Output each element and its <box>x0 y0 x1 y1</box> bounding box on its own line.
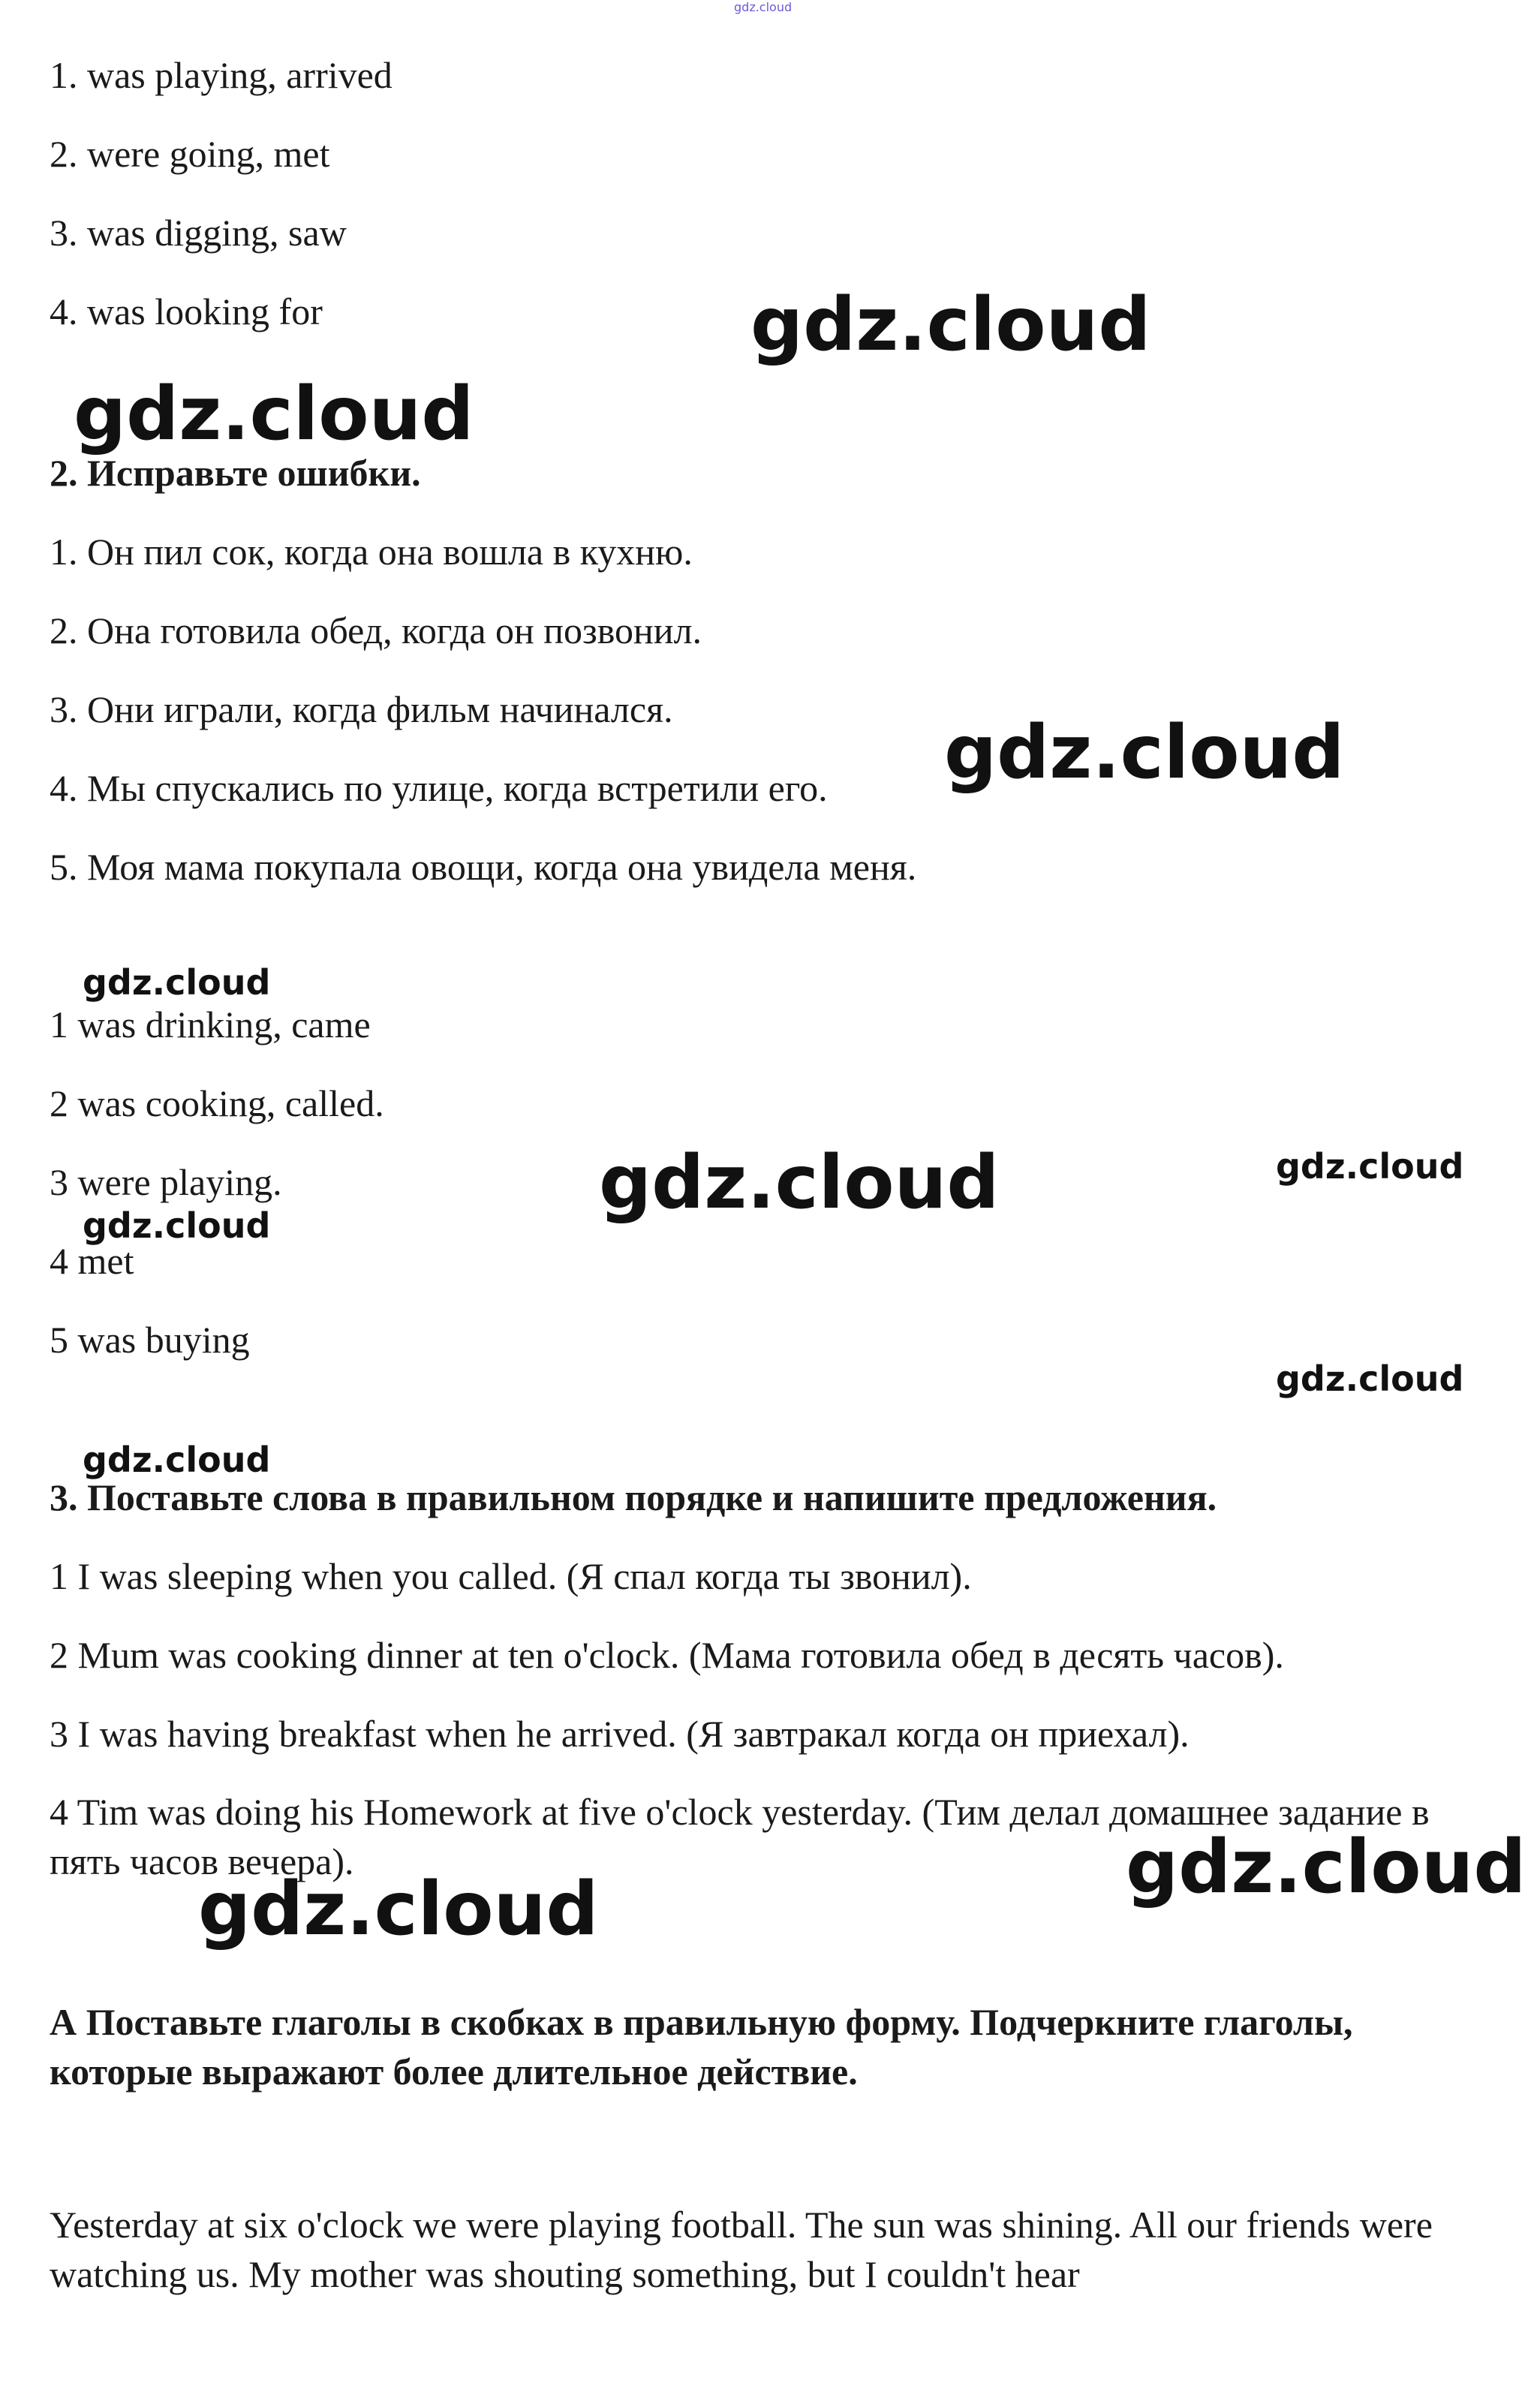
top-watermark: gdz.cloud <box>734 0 793 14</box>
section3-sentence-4: 4 Tim was doing his Homework at five o'clock yesterday. (Тим делал домашнее задание в пять часов вечера). <box>50 1791 1430 1882</box>
watermark-logo: gdz.cloud <box>1276 1358 1464 1399</box>
watermark-logo: gdz.cloud <box>1276 1146 1464 1187</box>
watermark-logo: gdz.cloud <box>944 710 1345 796</box>
section1-answer-2: 2. were going, met <box>50 133 330 175</box>
section3-sentence-2: 2 Mum was cooking dinner at ten o'clock. (Мама готовила обед в десять часов). <box>50 1634 1284 1676</box>
section2-heading: 2. Исправьте ошибки. <box>50 452 421 494</box>
section1-answer-3: 3. was digging, saw <box>50 212 347 254</box>
section3-sentence-3: 3 I was having breakfast when he arrived. (Я завтракал когда он приехал). <box>50 1713 1190 1755</box>
section2-sentence-1: 1. Он пил сок, когда она вошла в кухню. <box>50 531 693 573</box>
section2-answer-2: 2 was cooking, called. <box>50 1082 384 1124</box>
section1-answer-1: 1. was playing, arrived <box>50 54 393 96</box>
section2-answer-1: 1 was drinking, came <box>50 1003 371 1046</box>
section3-heading: 3. Поставьте слова в правильном порядке и напишите предложения. <box>50 1476 1217 1518</box>
section2-answer-5: 5 was buying <box>50 1319 250 1361</box>
sectionA-heading: А Поставьте глаголы в скобках в правильную форму. Подчеркните глаголы, которые выражают более длительное действие. <box>50 2001 1353 2093</box>
watermark-logo: gdz.cloud <box>83 1205 271 1246</box>
watermark-logo: gdz.cloud <box>750 282 1151 368</box>
section3-sentence-1: 1 I was sleeping when you called. (Я спал когда ты звонил). <box>50 1555 972 1597</box>
watermark-logo: gdz.cloud <box>83 962 271 1003</box>
section2-sentence-5: 5. Моя мама покупала овощи, когда она увидела меня. <box>50 846 917 888</box>
section2-sentence-4: 4. Мы спускались по улице, когда встретили его. <box>50 767 828 809</box>
section2-answer-3: 3 were playing. <box>50 1161 282 1203</box>
watermark-logo: gdz.cloud <box>1126 1825 1526 1910</box>
watermark-logo: gdz.cloud <box>83 1440 271 1480</box>
sectionA-paragraph: Yesterday at six o'clock we were playing football. The sun was shining. All our friends were watching us. My mother was shouting something, but I couldn't hear <box>50 2204 1433 2295</box>
watermark-logo: gdz.cloud <box>74 372 474 457</box>
section2-sentence-2: 2. Она готовила обед, когда он позвонил. <box>50 609 702 651</box>
watermark-logo: gdz.cloud <box>198 1867 599 1952</box>
section2-answer-4: 4 met <box>50 1240 134 1282</box>
section2-sentence-3: 3. Они играли, когда фильм начинался. <box>50 688 673 730</box>
watermark-logo: gdz.cloud <box>599 1140 1000 1226</box>
section1-answer-4: 4. was looking for <box>50 290 323 332</box>
